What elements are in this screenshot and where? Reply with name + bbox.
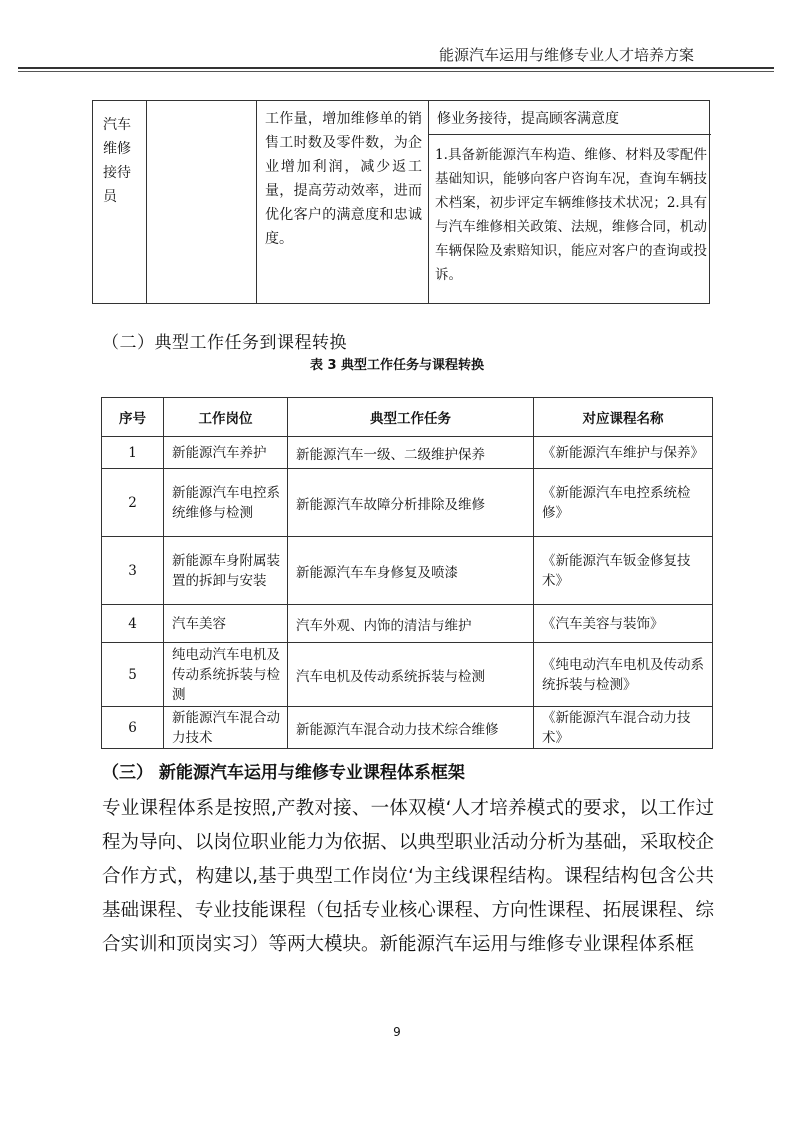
row-position: 汽车美容 xyxy=(164,605,288,643)
requirement-row-2: 1.具备新能源汽车构造、维修、材料及零配件基础知识，能够向客户咨询车况，查询车辆技术档案，初步评定车辆维修技术状况；2.具有与汽车维修相关政策、法规，维修合同，机动车辆保险及索赔知识，能应对客户的查询或投诉。 xyxy=(435,147,707,283)
header-rule-thin xyxy=(18,71,774,72)
capability-cell xyxy=(257,101,429,303)
row-num: 3 xyxy=(102,537,164,605)
subsection-heading: （三） 新能源汽车运用与维修专业课程体系框架 xyxy=(102,763,465,783)
row-position: 新能源汽车养护 xyxy=(164,437,288,469)
row-course: 《新能源汽车维护与保养》 xyxy=(534,437,713,469)
table-row xyxy=(102,605,713,643)
requirement-row-1: 修业务接待，提高顾客满意度 xyxy=(429,101,711,135)
row-course: 《新能源汽车钣金修复技术》 xyxy=(534,537,713,605)
row-position: 新能源汽车电控系统维修与检测 xyxy=(164,469,288,537)
position-cell xyxy=(93,101,147,303)
task-course-table xyxy=(101,397,713,749)
row-num: 1 xyxy=(102,437,164,469)
position-name: 汽车维修接待员 xyxy=(103,117,131,205)
table-caption: 表 3 典型工作任务与课程转换 xyxy=(309,358,485,373)
table-row xyxy=(102,537,713,605)
header-title: 能源汽车运用与维修专业人才培养方案 xyxy=(438,46,694,64)
row-task: 新能源汽车一级、二级维护保养 xyxy=(288,437,534,469)
row-position: 新能源汽车混合动力技术 xyxy=(164,707,288,749)
col-header-position: 工作岗位 xyxy=(164,398,288,437)
empty-cell xyxy=(147,101,257,303)
col-header-num: 序号 xyxy=(102,398,164,437)
table-row xyxy=(102,707,713,749)
table-header-row xyxy=(102,398,713,437)
row-task: 新能源汽车混合动力技术综合维修 xyxy=(288,707,534,749)
row-num: 5 xyxy=(102,643,164,707)
row-position: 纯电动汽车电机及传动系统拆装与检测 xyxy=(164,643,288,707)
capability-desc: 工作量，增加维修单的销售工时数及零件数，为企业增加利润，减少返工量，提高劳动效率，进而优化客户的满意度和忠诚度。 xyxy=(265,111,422,247)
body-paragraph: 专业课程体系是按照‚产教对接、一体双模‘人才培养模式的要求，以工作过程为导向、以岗位职业能力为依据、以典型职业活动分析为基础，采取校企合作方式，构建以‚基于典型工作岗位‘为主线课程结构。课程结构包含公共基础课程、专业技能课程（包括专业核心课程、方向性课程、拓展课程、综合实训和顶岗实习）等两大模块。新能源汽车运用与维修专业课程体系框 xyxy=(102,798,714,955)
table-row xyxy=(102,469,713,537)
table-row xyxy=(102,643,713,707)
table-row xyxy=(102,437,713,469)
row-task: 新能源汽车故障分析排除及维修 xyxy=(288,469,534,537)
col-header-course: 对应课程名称 xyxy=(534,398,713,437)
row-course: 《汽车美容与装饰》 xyxy=(534,605,713,643)
row-task: 新能源汽车车身修复及喷漆 xyxy=(288,537,534,605)
header-rule xyxy=(18,67,774,69)
section-heading: （二）典型工作任务到课程转换 xyxy=(102,333,347,353)
col-header-task: 典型工作任务 xyxy=(288,398,534,437)
row-num: 2 xyxy=(102,469,164,537)
row-task: 汽车外观、内饰的清洁与维护 xyxy=(288,605,534,643)
row-task: 汽车电机及传动系统拆装与检测 xyxy=(288,643,534,707)
page-number: 9 xyxy=(393,1025,401,1039)
row-course: 《新能源汽车混合动力技术》 xyxy=(534,707,713,749)
requirements-cell xyxy=(429,101,711,303)
row-num: 4 xyxy=(102,605,164,643)
continuation-table xyxy=(92,100,710,304)
row-course: 《新能源汽车电控系统检修》 xyxy=(534,469,713,537)
row-course: 《纯电动汽车电机及传动系统拆装与检测》 xyxy=(534,643,713,707)
row-num: 6 xyxy=(102,707,164,749)
row-position: 新能源车身附属装置的拆卸与安装 xyxy=(164,537,288,605)
